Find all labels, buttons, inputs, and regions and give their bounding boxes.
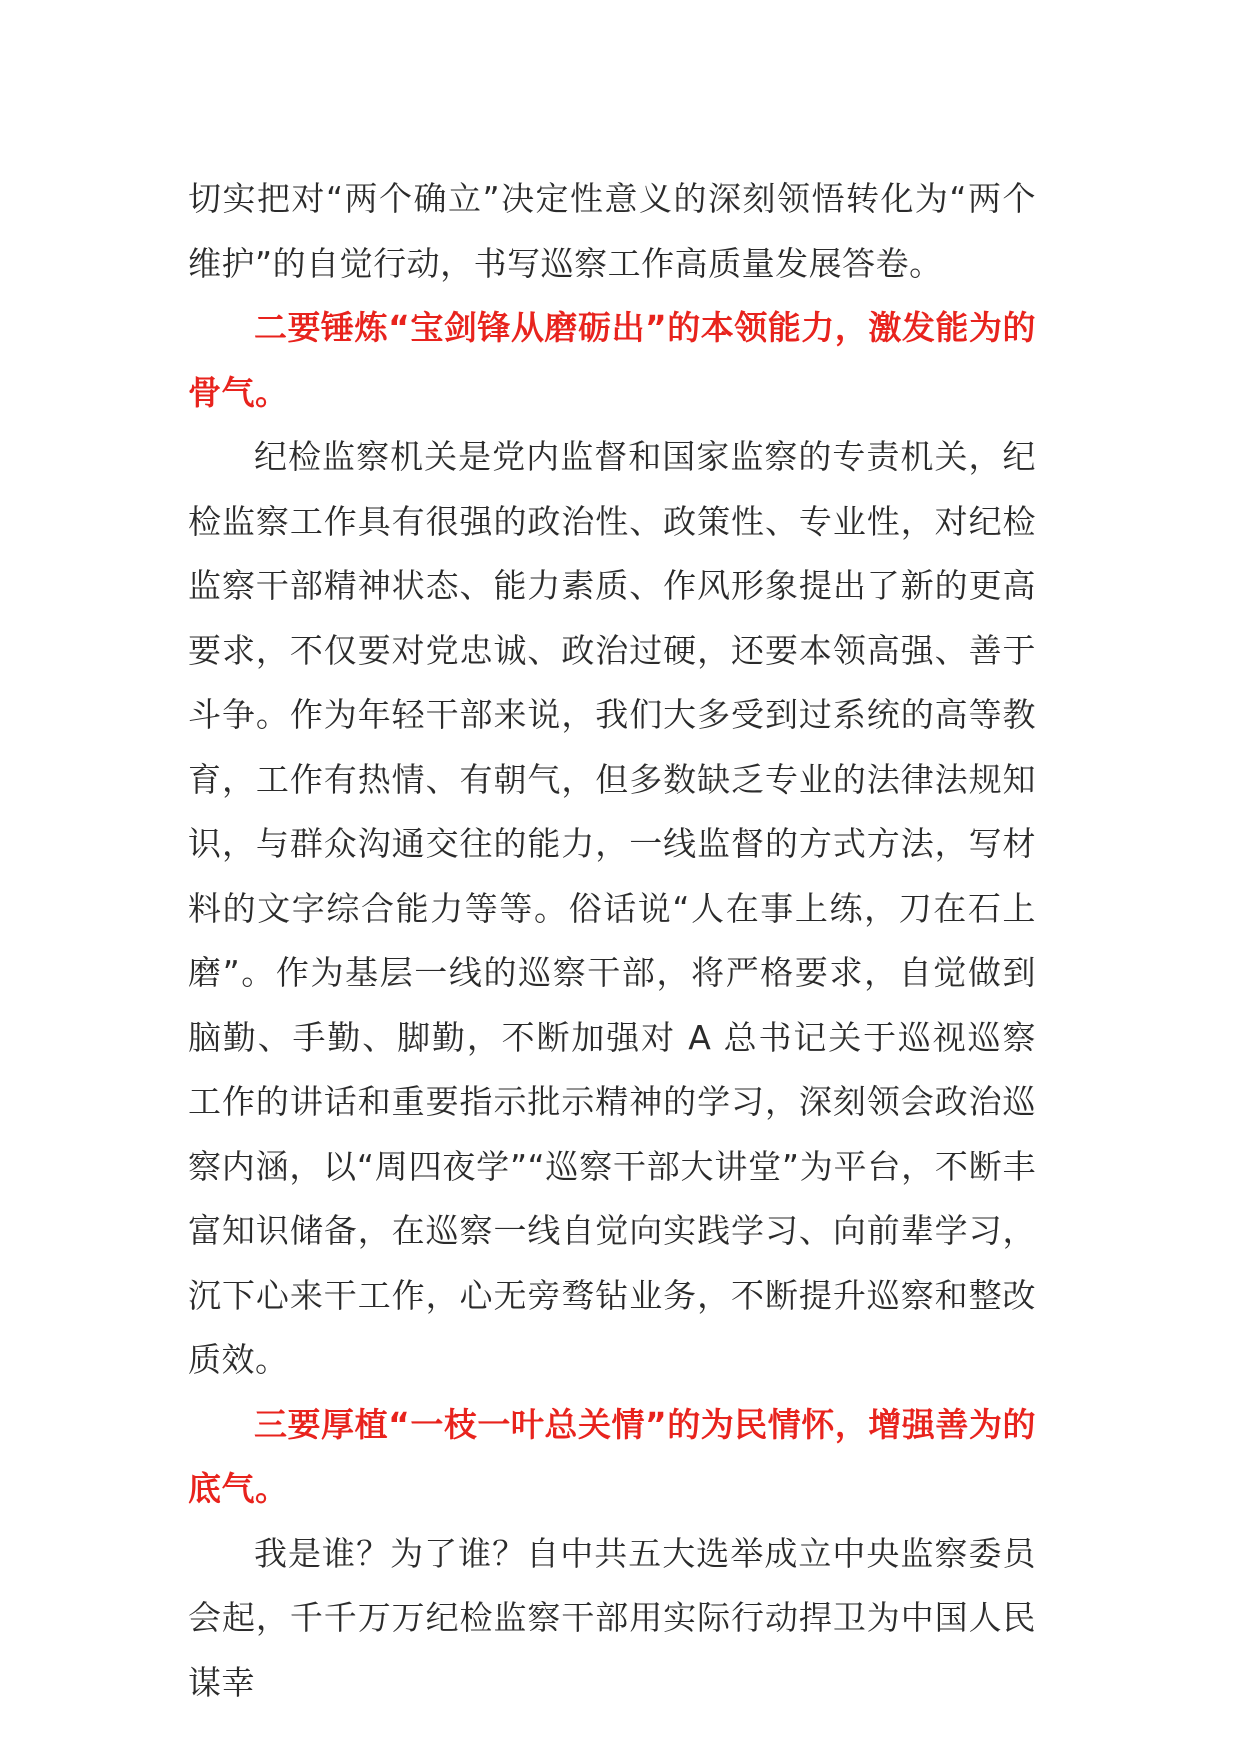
paragraph-section-two-body: 纪检监察机关是党内监督和国家监察的专责机关，纪检监察工作具有很强的政治性、政策性、专业性，对纪检监察干部精神状态、能力素质、作风形象提出了新的更高要求，不仅要对党忠诚、政治过硬，还要本领高强、善于斗争。作为年轻干部来说，我们大多受到过系统的高等教育，工作有热情、有朝气，但多数缺乏专业的法律法规知识，与群众沟通交往的能力，一线监督的方式方法，写材料的文字综合能力等等。俗话说“人在事上练，刀在石上磨”。作为基层一线的巡察干部，将严格要求，自觉做到脑勤、手勤、脚勤，不断加强对 A 总书记关于巡视巡察工作的讲话和重要指示批示精神的学习，深刻领会政治巡察内涵，以“周四夜学”“巡察干部大讲堂”为平台，不断丰富知识储备，在巡察一线自觉向实践学习、向前辈学习，沉下心来干工作，心无旁骛钻业务，不断提升巡察和整改质效。	[188, 437, 1036, 1379]
section-heading-three: 三要厚植“一枝一叶总关情”的为民情怀，增强善为的底气。	[188, 1404, 1036, 1508]
paragraph-section-three-body: 我是谁？为了谁？自中共五大选举成立中央监察委员会起，千千万万纪检监察干部用实际行动捍卫为中国人民谋幸	[188, 1533, 1036, 1702]
paragraph-continuation: 切实把对“两个确立”决定性意义的深刻领悟转化为“两个维护”的自觉行动，书写巡察工作高质量发展答卷。	[188, 179, 1036, 283]
section-heading-two: 二要锤炼“宝剑锋从磨砺出”的本领能力，激发能为的骨气。	[188, 308, 1036, 412]
document-body	[188, 167, 1036, 1715]
